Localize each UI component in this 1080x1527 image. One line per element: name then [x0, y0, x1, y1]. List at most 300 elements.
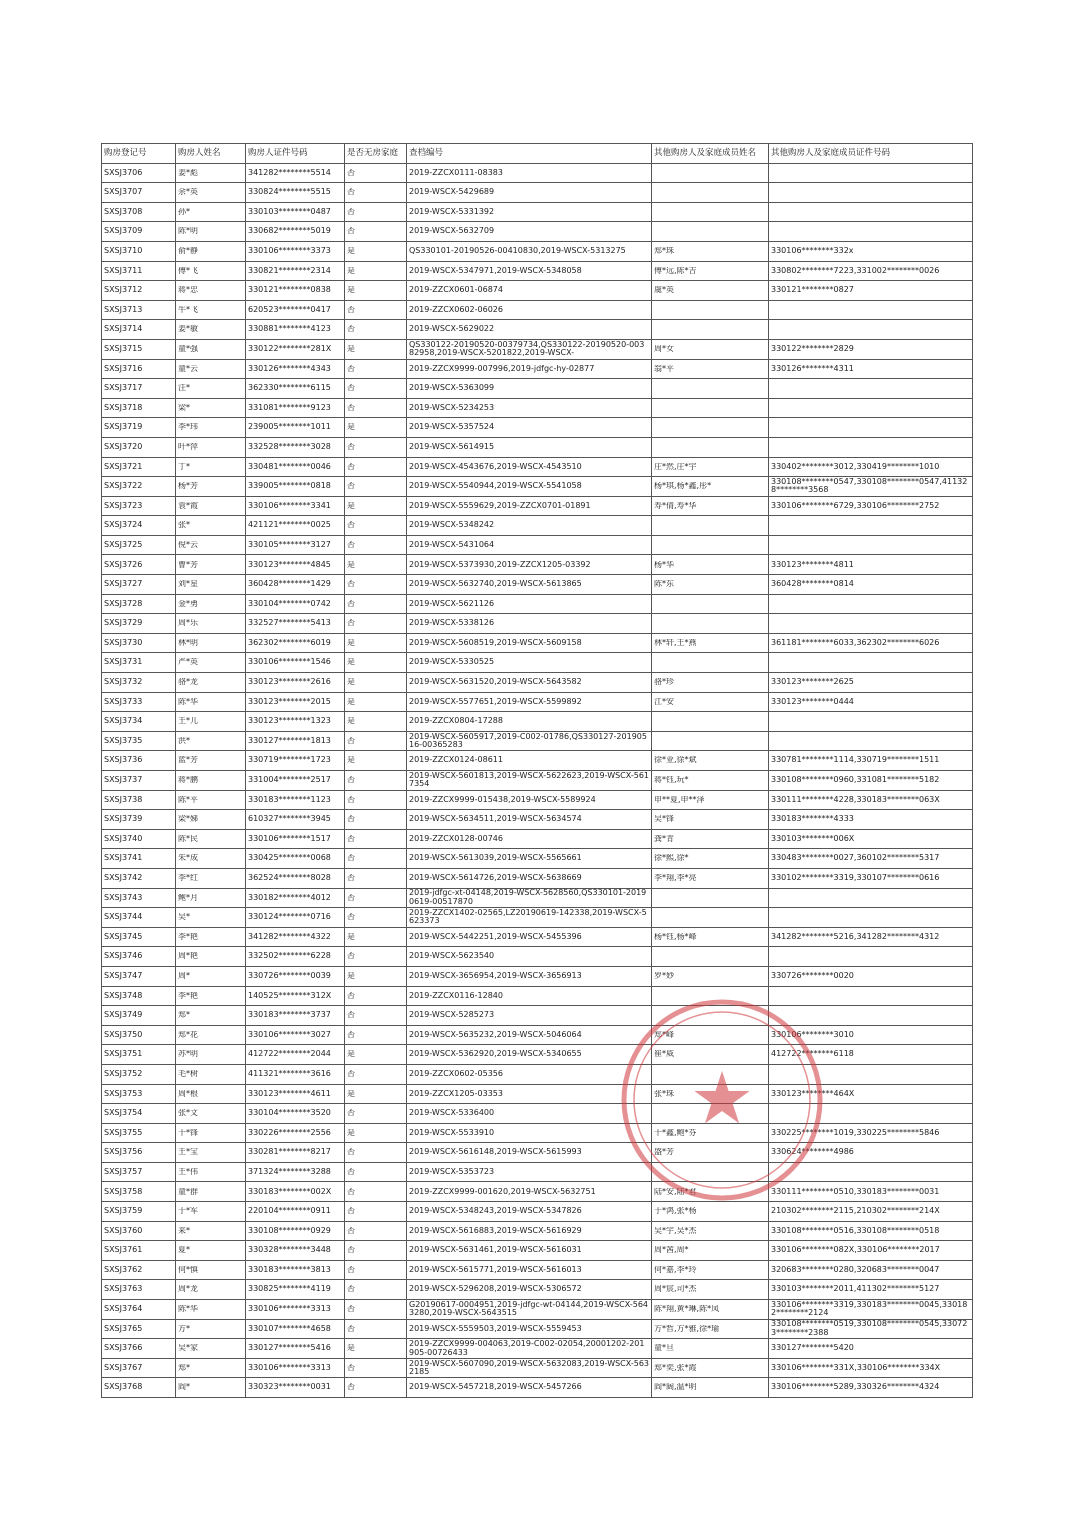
other-ids-cell: [769, 261, 973, 281]
other-ids-cell-text: 330802********7223,331002********0026: [771, 266, 940, 275]
reg-no-cell: [102, 751, 176, 771]
buyer-id-cell: [246, 437, 345, 457]
buyer-id-cell-text: 330106********3027: [248, 1030, 331, 1039]
no-house-cell-text: 是: [347, 638, 355, 647]
other-ids-cell-text: 330126********4311: [771, 364, 854, 373]
other-names-cell-text: 阎*阔,温*明: [654, 1383, 697, 1392]
buyer-id-cell: [246, 771, 345, 791]
other-names-cell: [652, 1378, 769, 1398]
archive-no-cell: [407, 202, 652, 222]
reg-no-cell-text: SXSJ3737: [104, 776, 143, 785]
other-names-cell-text: 江*安: [654, 697, 674, 706]
other-names-cell: [652, 986, 769, 1006]
other-names-cell: [652, 712, 769, 732]
archive-no-cell-text: 2019-WSCX-5357524: [409, 423, 495, 432]
archive-no-cell-text: 2019-WSCX-5363099: [409, 384, 495, 393]
no-house-cell-text: 否: [347, 893, 355, 902]
buyer-id-cell-text: 330106********3341: [248, 501, 331, 510]
reg-no-cell-text: SXSJ3765: [104, 1324, 143, 1333]
other-ids-cell: [769, 692, 973, 712]
buyer-id-cell-text: 330183********1123: [248, 795, 331, 804]
reg-no-cell-text: SXSJ3722: [104, 482, 143, 491]
no-house-cell-text: 否: [347, 1305, 355, 1314]
no-house-cell: [345, 379, 407, 399]
table-row: [102, 1182, 973, 1202]
archive-no-cell: [407, 261, 652, 281]
table-row: [102, 712, 973, 732]
table-row: [102, 575, 973, 595]
no-house-cell-text: 是: [347, 247, 355, 256]
no-house-cell-text: 否: [347, 442, 355, 451]
table-row: [102, 673, 973, 693]
table-row: [102, 731, 973, 751]
archive-no-cell-text: 2019-ZZCX9999-007996,2019-jdfgc-hy-02877: [409, 364, 595, 373]
archive-no-cell-text: 2019-WSCX-5362920,2019-WSCX-5340655: [409, 1050, 582, 1059]
buyer-name-cell: [176, 241, 246, 261]
buyer-name-cell-text: 吴*家: [178, 1344, 198, 1353]
other-names-cell-text: 郑*奕,张*霞: [654, 1363, 697, 1372]
buyer-name-cell: [176, 614, 246, 634]
header-row: [102, 144, 973, 164]
reg-no-cell: [102, 947, 176, 967]
buyer-id-cell-text: 330726********0039: [248, 971, 331, 980]
buyer-name-cell-text: 陈*民: [178, 834, 198, 843]
other-ids-cell: [769, 1006, 973, 1026]
buyer-id-cell-text: 330106********1517: [248, 834, 331, 843]
buyer-id-cell-text: 610327********3945: [248, 815, 331, 824]
table-row: [102, 1358, 973, 1378]
reg-no-cell: [102, 222, 176, 242]
buyer-id-cell-text: 330123********2015: [248, 697, 331, 706]
no-house-cell: [345, 947, 407, 967]
buyer-name-cell: [176, 496, 246, 516]
buyer-id-cell-text: 362330********6115: [248, 384, 331, 393]
buyer-id-cell: [246, 712, 345, 732]
archive-no-cell: [407, 1221, 652, 1241]
buyer-name-cell-text: 牛*飞: [178, 305, 198, 314]
table-row: [102, 653, 973, 673]
other-ids-cell-text: 361181********6033,362302********6026: [771, 638, 940, 647]
other-ids-cell: [769, 947, 973, 967]
buyer-id-cell-text: 330127********5416: [248, 1344, 331, 1353]
buyer-id-cell: [246, 1319, 345, 1339]
buyer-name-cell: [176, 633, 246, 653]
no-house-cell-text: 否: [347, 991, 355, 1000]
buyer-name-cell-text: 阎*: [178, 1383, 190, 1392]
other-ids-cell: [769, 477, 973, 497]
other-ids-cell-text: 210302********2115,210302********214X: [771, 1207, 940, 1216]
other-names-cell-text: 杨*华: [654, 560, 674, 569]
buyer-id-cell-text: 330719********1723: [248, 756, 331, 765]
no-house-cell: [345, 418, 407, 438]
reg-no-cell: [102, 1143, 176, 1163]
buyer-name-cell-text: 童*群: [178, 1187, 198, 1196]
other-ids-cell-text: 330781********1114,330719********1511: [771, 756, 940, 765]
other-ids-cell: [769, 1084, 973, 1104]
reg-no-cell-text: SXSJ3738: [104, 795, 143, 804]
buyer-name-cell: [176, 1006, 246, 1026]
other-names-cell: [652, 1025, 769, 1045]
archive-no-cell-text: 2019-WSCX-5353723: [409, 1167, 495, 1176]
archive-no-cell: [407, 359, 652, 379]
other-names-cell: [652, 496, 769, 516]
table-row: [102, 359, 973, 379]
no-house-cell: [345, 1300, 407, 1320]
buyer-name-cell-text: 金*勇: [178, 599, 198, 608]
reg-no-cell: [102, 437, 176, 457]
table-row: [102, 868, 973, 888]
buyer-name-cell: [176, 810, 246, 830]
other-names-cell-text: 徐*业,徐*斌: [654, 756, 697, 765]
buyer-id-cell: [246, 1006, 345, 1026]
archive-no-cell: [407, 673, 652, 693]
other-names-cell: [652, 281, 769, 301]
no-house-cell-text: 是: [347, 1050, 355, 1059]
no-house-cell-text: 否: [347, 1167, 355, 1176]
buyer-name-cell: [176, 398, 246, 418]
buyer-name-cell-text: 陈*平: [178, 795, 198, 804]
other-ids-cell: [769, 653, 973, 673]
archive-no-cell: [407, 633, 652, 653]
archive-no-cell-text: 2019-WSCX-5348243,2019-WSCX-5347826: [409, 1207, 582, 1216]
other-names-cell: [652, 1339, 769, 1359]
no-house-cell: [345, 1143, 407, 1163]
archive-no-cell: [407, 339, 652, 359]
other-names-cell: [652, 751, 769, 771]
buyer-id-cell-text: 331081********9123: [248, 403, 331, 412]
buyer-id-cell-text: 411321********3616: [248, 1069, 331, 1078]
buyer-id-cell-text: 330682********5019: [248, 227, 331, 236]
other-ids-cell: [769, 712, 973, 732]
other-names-cell: [652, 516, 769, 536]
buyer-name-cell: [176, 790, 246, 810]
buyer-name-cell: [176, 575, 246, 595]
reg-no-cell: [102, 712, 176, 732]
no-house-cell-text: 否: [347, 1207, 355, 1216]
col-other-names: 其他购房人及家庭成员姓名: [652, 144, 769, 164]
archive-no-cell-text: 2019-WSCX-5621126: [409, 599, 495, 608]
other-ids-cell-text: 330106********6729,330106********2752: [771, 501, 940, 510]
other-names-cell: [652, 1319, 769, 1339]
buyer-name-cell-text: 郑*: [178, 1011, 190, 1020]
other-names-cell: [652, 1358, 769, 1378]
other-names-cell: [652, 1182, 769, 1202]
table-row: [102, 516, 973, 536]
archive-no-cell: [407, 1064, 652, 1084]
other-names-cell: [652, 810, 769, 830]
reg-no-cell: [102, 1378, 176, 1398]
no-house-cell-text: 否: [347, 168, 355, 177]
archive-no-cell-text: 2019-WSCX-5336400: [409, 1109, 495, 1118]
reg-no-cell: [102, 1045, 176, 1065]
buyer-id-cell: [246, 790, 345, 810]
reg-no-cell: [102, 633, 176, 653]
archive-no-cell: [407, 653, 652, 673]
other-names-cell-text: 周*茜,周*: [654, 1246, 689, 1255]
reg-no-cell-text: SXSJ3764: [104, 1305, 143, 1314]
buyer-id-cell: [246, 516, 345, 536]
archive-no-cell: [407, 535, 652, 555]
buyer-name-cell: [176, 594, 246, 614]
buyer-id-cell-text: 620523********0417: [248, 305, 331, 314]
buyer-id-cell: [246, 261, 345, 281]
other-names-cell-text: 吴*锋: [654, 815, 674, 824]
buyer-name-cell: [176, 1358, 246, 1378]
other-ids-cell-text: 330108********0547,330108********0547,411328********3568: [771, 477, 968, 495]
buyer-id-cell-text: 330107********4658: [248, 1324, 331, 1333]
reg-no-cell: [102, 673, 176, 693]
archive-no-cell: [407, 241, 652, 261]
archive-no-cell: [407, 163, 652, 183]
archive-no-cell: [407, 320, 652, 340]
no-house-cell: [345, 1202, 407, 1222]
reg-no-cell-text: SXSJ3739: [104, 815, 143, 824]
table-header: [102, 144, 973, 164]
buyer-id-cell-text: 360428********1429: [248, 580, 331, 589]
no-house-cell-text: 否: [347, 913, 355, 922]
buyer-id-cell-text: 330328********3448: [248, 1246, 331, 1255]
no-house-cell-text: 否: [347, 1187, 355, 1196]
other-names-cell: [652, 947, 769, 967]
archive-no-cell-text: 2019-WSCX-5605917,2019-C002-01786,QS330127-20190516-00365283: [409, 732, 647, 750]
other-ids-cell-text: 341282********5216,341282********4312: [771, 932, 940, 941]
other-ids-cell: [769, 516, 973, 536]
table-row: [102, 163, 973, 183]
buyer-id-cell-text: 362524********8028: [248, 874, 331, 883]
no-house-cell-text: 否: [347, 1226, 355, 1235]
buyer-id-cell-text: 330126********4343: [248, 364, 331, 373]
table-row: [102, 771, 973, 791]
buyer-name-cell-text: 袁*霞: [178, 501, 198, 510]
reg-no-cell: [102, 535, 176, 555]
other-ids-cell: [769, 535, 973, 555]
other-ids-cell: [769, 1202, 973, 1222]
no-house-cell: [345, 927, 407, 947]
buyer-name-cell-text: 陈*华: [178, 697, 198, 706]
buyer-name-cell: [176, 339, 246, 359]
other-ids-cell-text: 330103********006X: [771, 834, 855, 843]
buyer-id-cell: [246, 1104, 345, 1124]
other-names-cell-text: 周*宸,司*杰: [654, 1285, 697, 1294]
other-ids-cell: [769, 1025, 973, 1045]
buyer-name-cell: [176, 692, 246, 712]
buyer-id-cell-text: 330226********2556: [248, 1128, 331, 1137]
buyer-name-cell-text: 王*伟: [178, 1167, 198, 1176]
buyer-name-cell: [176, 535, 246, 555]
no-house-cell: [345, 457, 407, 477]
other-names-cell-text: 寿*倩,寿*华: [654, 501, 697, 510]
other-ids-cell: [769, 1280, 973, 1300]
buyer-name-cell: [176, 1221, 246, 1241]
buyer-name-cell: [176, 1280, 246, 1300]
other-ids-cell: [769, 1260, 973, 1280]
other-names-cell: [652, 339, 769, 359]
buyer-name-cell-text: 倪*云: [178, 540, 198, 549]
buyer-id-cell-text: 330124********0716: [248, 913, 331, 922]
col-buyer-name: 购房人姓名: [176, 144, 246, 164]
no-house-cell: [345, 241, 407, 261]
buyer-id-cell-text: 330183********3813: [248, 1265, 331, 1274]
other-names-cell-text: 翁*平: [654, 364, 674, 373]
other-ids-cell-text: 330106********3010: [771, 1030, 854, 1039]
reg-no-cell: [102, 1339, 176, 1359]
no-house-cell: [345, 359, 407, 379]
no-house-cell: [345, 320, 407, 340]
no-house-cell-text: 否: [347, 1030, 355, 1039]
archive-no-cell: [407, 1025, 652, 1045]
other-names-cell-text: 何*嘉,李*玲: [654, 1265, 697, 1274]
seal-star-icon: ★: [689, 1056, 755, 1140]
archive-no-cell-text: 2019-WSCX-5431064: [409, 540, 495, 549]
archive-no-cell: [407, 575, 652, 595]
other-ids-cell: [769, 810, 973, 830]
other-names-cell-text: 崔*威: [654, 1050, 674, 1059]
archive-no-cell: [407, 1006, 652, 1026]
archive-no-cell: [407, 281, 652, 301]
buyer-id-cell-text: 330824********5515: [248, 188, 331, 197]
reg-no-cell-text: SXSJ3729: [104, 619, 143, 628]
buyer-id-cell: [246, 692, 345, 712]
archive-no-cell: [407, 1358, 652, 1378]
reg-no-cell: [102, 1123, 176, 1143]
archive-no-cell-text: 2019-WSCX-5614915: [409, 442, 495, 451]
reg-no-cell-text: SXSJ3736: [104, 756, 143, 765]
buyer-id-cell-text: 330183********3737: [248, 1011, 331, 1020]
table-row: [102, 594, 973, 614]
reg-no-cell-text: SXSJ3716: [104, 364, 143, 373]
no-house-cell-text: 否: [347, 874, 355, 883]
table-row: [102, 692, 973, 712]
reg-no-cell: [102, 320, 176, 340]
archive-no-cell: [407, 1084, 652, 1104]
other-names-cell: [652, 731, 769, 751]
buyer-id-cell: [246, 477, 345, 497]
buyer-id-cell-text: 330123********1323: [248, 717, 331, 726]
other-names-cell: [652, 320, 769, 340]
buyer-id-cell: [246, 359, 345, 379]
other-names-cell: [652, 614, 769, 634]
archive-no-cell: [407, 1241, 652, 1261]
other-ids-cell-text: 330103********2011,411302********5127: [771, 1285, 940, 1294]
archive-no-cell: [407, 731, 652, 751]
table-row: [102, 1084, 973, 1104]
archive-no-cell-text: 2019-WSCX-5632709: [409, 227, 495, 236]
archive-no-cell-text: 2019-WSCX-5338126: [409, 619, 495, 628]
reg-no-cell-text: SXSJ3726: [104, 560, 143, 569]
buyer-name-cell: [176, 320, 246, 340]
buyer-id-cell: [246, 1241, 345, 1261]
no-house-cell: [345, 692, 407, 712]
buyer-id-cell-text: 140525********312X: [248, 991, 332, 1000]
reg-no-cell-text: SXSJ3740: [104, 834, 143, 843]
buyer-id-cell: [246, 849, 345, 869]
reg-no-cell-text: SXSJ3760: [104, 1226, 143, 1235]
other-names-cell: [652, 457, 769, 477]
other-names-cell-text: 虞*英: [654, 286, 674, 295]
archive-no-cell-text: 2019-ZZCX0116-12840: [409, 991, 503, 1000]
archive-no-cell-text: 2019-ZZCX1205-03353: [409, 1089, 503, 1098]
archive-no-cell-text: 2019-WSCX-5616883,2019-WSCX-5616929: [409, 1226, 582, 1235]
buyer-name-cell: [176, 1162, 246, 1182]
archive-no-cell-text: 2019-WSCX-5634511,2019-WSCX-5634574: [409, 815, 582, 824]
archive-no-cell-text: 2019-WSCX-5347971,2019-WSCX-5348058: [409, 266, 582, 275]
no-house-cell-text: 是: [347, 423, 355, 432]
buyer-id-cell: [246, 986, 345, 1006]
reg-no-cell: [102, 1221, 176, 1241]
reg-no-cell: [102, 810, 176, 830]
buyer-id-cell: [246, 653, 345, 673]
other-ids-cell: [769, 731, 973, 751]
table-row: [102, 398, 973, 418]
other-names-cell: [652, 692, 769, 712]
other-ids-cell: [769, 1162, 973, 1182]
other-ids-cell: [769, 614, 973, 634]
reg-no-cell-text: SXSJ3747: [104, 971, 143, 980]
other-names-cell: [652, 771, 769, 791]
reg-no-cell-text: SXSJ3725: [104, 540, 143, 549]
no-house-cell: [345, 1064, 407, 1084]
reg-no-cell: [102, 653, 176, 673]
buyer-id-cell: [246, 1221, 345, 1241]
reg-no-cell: [102, 1025, 176, 1045]
other-ids-cell: [769, 868, 973, 888]
buyer-id-cell-text: 331004********2517: [248, 776, 331, 785]
other-names-cell: [652, 868, 769, 888]
other-ids-cell: [769, 1378, 973, 1398]
other-names-cell-text: 盛*芳: [654, 1148, 674, 1157]
table-row: [102, 1319, 973, 1339]
buyer-name-cell: [176, 712, 246, 732]
buyer-name-cell-text: 于*军: [178, 1207, 198, 1216]
archive-no-cell: [407, 888, 652, 908]
reg-no-cell: [102, 614, 176, 634]
reg-no-cell-text: SXSJ3714: [104, 325, 143, 334]
col-buyer-id: 购房人证件号码: [246, 144, 345, 164]
buyer-name-cell-text: 蓝*芳: [178, 756, 198, 765]
no-house-cell: [345, 1045, 407, 1065]
table-row: [102, 751, 973, 771]
archive-no-cell: [407, 1162, 652, 1182]
other-names-cell: [652, 653, 769, 673]
no-house-cell-text: 否: [347, 305, 355, 314]
no-house-cell-text: 是: [347, 344, 355, 353]
other-ids-cell: [769, 1221, 973, 1241]
other-ids-cell: [769, 222, 973, 242]
archive-no-cell: [407, 771, 652, 791]
buyer-name-cell: [176, 927, 246, 947]
other-names-cell-text: 杨*钰,杨*峰: [654, 932, 697, 941]
buyer-id-cell-text: 362302********6019: [248, 638, 331, 647]
no-house-cell: [345, 633, 407, 653]
reg-no-cell-text: SXSJ3715: [104, 344, 143, 353]
other-ids-cell: [769, 320, 973, 340]
other-names-cell: [652, 1006, 769, 1026]
no-house-cell-text: 否: [347, 384, 355, 393]
archive-no-cell-text: G20190617-0004951,2019-jdfgc-wt-04144,2019-WSCX-5643280,2019-WSCX-5643515: [409, 1300, 648, 1318]
other-ids-cell: [769, 1123, 973, 1143]
other-names-cell: [652, 927, 769, 947]
buyer-name-cell-text: 丁*: [178, 462, 190, 471]
buyer-name-cell: [176, 1300, 246, 1320]
buyer-name-cell-text: 杨*芳: [178, 482, 198, 491]
archive-no-cell-text: 2019-jdfgc-xt-04148,2019-WSCX-5628560,QS330101-20190619-00517870: [409, 889, 647, 906]
reg-no-cell-text: SXSJ3720: [104, 442, 143, 451]
no-house-cell: [345, 614, 407, 634]
other-names-cell: [652, 888, 769, 908]
buyer-id-cell-text: 330123********4611: [248, 1089, 331, 1098]
other-ids-cell: [769, 829, 973, 849]
no-house-cell-text: 否: [347, 854, 355, 863]
